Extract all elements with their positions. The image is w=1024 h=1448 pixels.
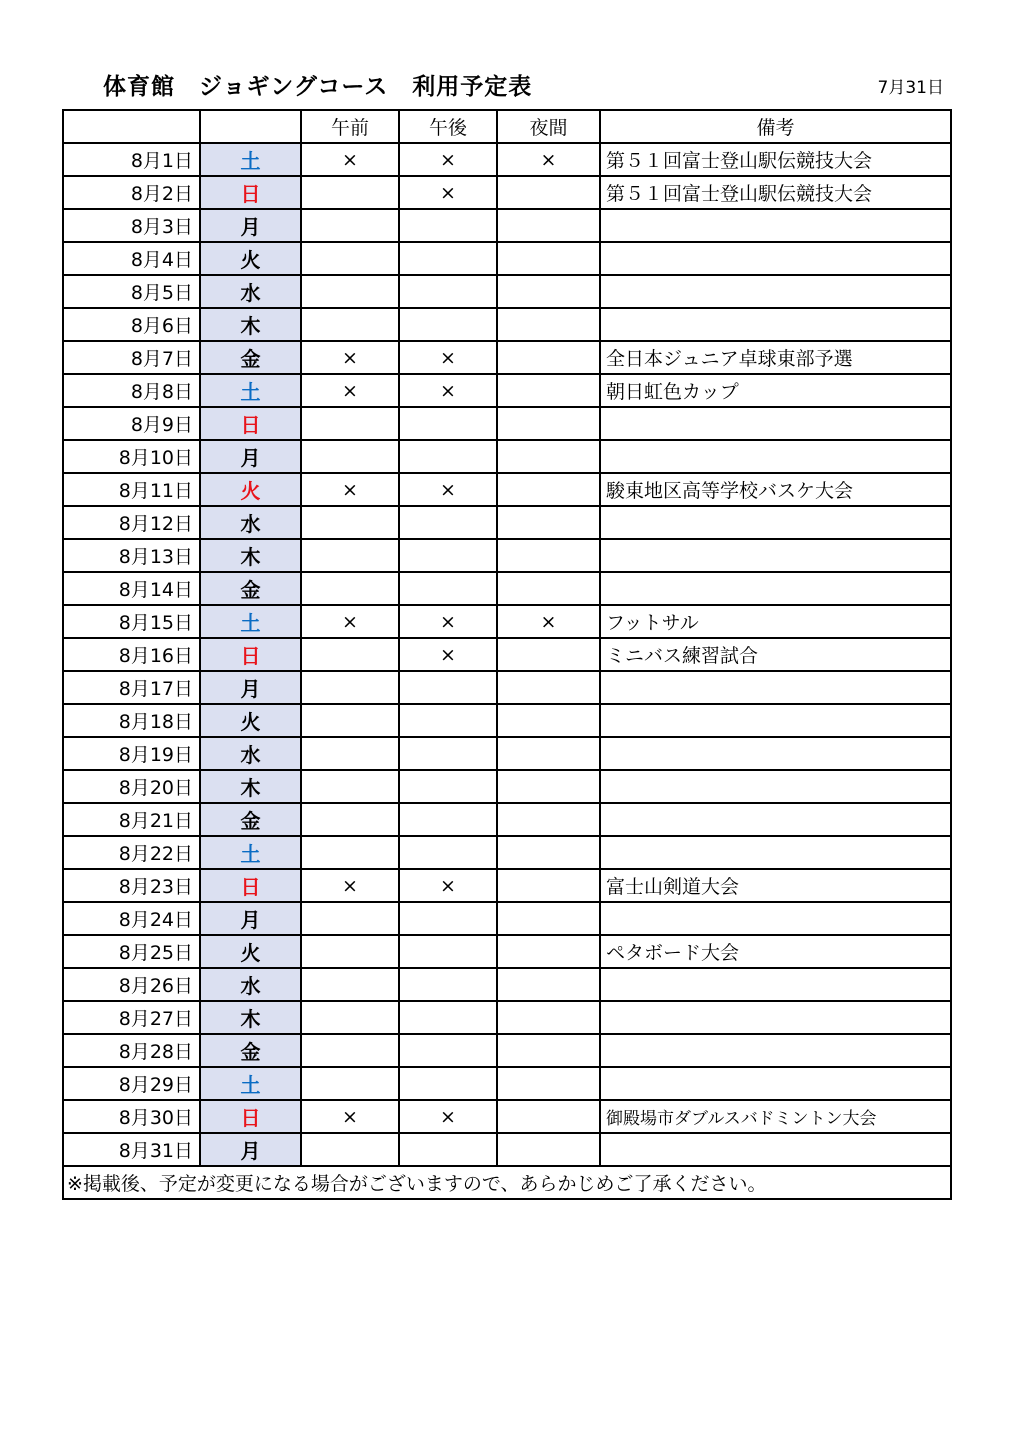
remarks-cell: 第５１回富士登山駅伝競技大会 [600,143,951,176]
date-cell: 8月31日 [63,1133,200,1166]
table-row [63,473,951,506]
morning-cell [301,407,399,440]
afternoon-cell: × [399,341,497,374]
table-row [63,638,951,671]
afternoon-cell: × [399,638,497,671]
header-date [63,110,200,143]
afternoon-cell [399,737,497,770]
morning-cell [301,671,399,704]
weekday-cell: 月 [200,671,301,704]
morning-cell [301,1001,399,1034]
morning-cell [301,242,399,275]
remarks-cell: 御殿場市ダブルスバドミントン大会 [600,1100,951,1133]
morning-cell: × [301,374,399,407]
table-row [63,506,951,539]
weekday-cell: 月 [200,1133,301,1166]
table-row [63,671,951,704]
afternoon-cell [399,671,497,704]
table-row [63,1100,951,1133]
morning-cell: × [301,605,399,638]
date-cell: 8月11日 [63,473,200,506]
weekday-cell: 水 [200,506,301,539]
afternoon-cell [399,275,497,308]
table-row [63,605,951,638]
morning-cell [301,935,399,968]
table-row [63,869,951,902]
morning-cell [301,209,399,242]
afternoon-cell [399,935,497,968]
afternoon-cell [399,1133,497,1166]
weekday-cell: 土 [200,1067,301,1100]
afternoon-cell [399,968,497,1001]
remarks-cell [600,407,951,440]
night-cell [497,374,600,407]
remarks-cell: 第５１回富士登山駅伝競技大会 [600,176,951,209]
remarks-cell [600,671,951,704]
date-cell: 8月9日 [63,407,200,440]
night-cell [497,704,600,737]
morning-cell [301,836,399,869]
morning-cell: × [301,1100,399,1133]
morning-cell [301,737,399,770]
date-cell: 8月12日 [63,506,200,539]
table-row [63,407,951,440]
header-weekday [200,110,301,143]
header-afternoon: 午後 [399,110,497,143]
afternoon-cell: × [399,869,497,902]
night-cell [497,1067,600,1100]
afternoon-cell [399,209,497,242]
date-cell: 8月22日 [63,836,200,869]
afternoon-cell [399,242,497,275]
night-cell [497,572,600,605]
morning-cell [301,968,399,1001]
date-cell: 8月25日 [63,935,200,968]
afternoon-cell [399,506,497,539]
date-cell: 8月10日 [63,440,200,473]
weekday-cell: 金 [200,803,301,836]
night-cell [497,902,600,935]
weekday-cell: 日 [200,176,301,209]
weekday-cell: 木 [200,1001,301,1034]
night-cell [497,275,600,308]
afternoon-cell: × [399,605,497,638]
night-cell [497,803,600,836]
table-row [63,176,951,209]
footnote: ※掲載後、予定が変更になる場合がございますので、あらかじめご了承ください。 [63,1166,951,1199]
header-night: 夜間 [497,110,600,143]
remarks-cell [600,902,951,935]
table-row [63,539,951,572]
date-cell: 8月27日 [63,1001,200,1034]
page-title: 体育館 ジョギングコース 利用予定表 [103,74,533,100]
afternoon-cell [399,704,497,737]
night-cell [497,1133,600,1166]
remarks-cell: 朝日虹色カップ [600,374,951,407]
afternoon-cell: × [399,143,497,176]
table-row [63,374,951,407]
night-cell [497,1100,600,1133]
remarks-cell [600,308,951,341]
night-cell [497,176,600,209]
table-row [63,1067,951,1100]
table-row [63,737,951,770]
date-cell: 8月28日 [63,1034,200,1067]
morning-cell [301,638,399,671]
weekday-cell: 木 [200,770,301,803]
night-cell [497,935,600,968]
remarks-cell [600,209,951,242]
date-cell: 8月18日 [63,704,200,737]
afternoon-cell [399,902,497,935]
table-row [63,572,951,605]
night-cell [497,209,600,242]
night-cell [497,737,600,770]
morning-cell [301,704,399,737]
date-cell: 8月15日 [63,605,200,638]
date-cell: 8月6日 [63,308,200,341]
table-row [63,935,951,968]
morning-cell [301,1067,399,1100]
night-cell: × [497,143,600,176]
remarks-cell [600,704,951,737]
date-cell: 8月30日 [63,1100,200,1133]
weekday-cell: 月 [200,902,301,935]
morning-cell [301,275,399,308]
remarks-cell: 富士山剣道大会 [600,869,951,902]
morning-cell [301,539,399,572]
morning-cell [301,308,399,341]
table-row [63,143,951,176]
weekday-cell: 火 [200,935,301,968]
table-row [63,1034,951,1067]
weekday-cell: 金 [200,572,301,605]
weekday-cell: 土 [200,143,301,176]
remarks-cell [600,1034,951,1067]
remarks-cell: 全日本ジュニア卓球東部予選 [600,341,951,374]
table-row [63,440,951,473]
weekday-cell: 水 [200,275,301,308]
weekday-cell: 土 [200,605,301,638]
weekday-cell: 火 [200,473,301,506]
footnote-row [63,1166,951,1199]
night-cell [497,539,600,572]
remarks-cell: フットサル [600,605,951,638]
remarks-cell [600,506,951,539]
night-cell [497,869,600,902]
remarks-cell [600,968,951,1001]
morning-cell [301,1034,399,1067]
weekday-cell: 日 [200,1100,301,1133]
table-row [63,902,951,935]
weekday-cell: 水 [200,737,301,770]
night-cell [497,836,600,869]
morning-cell [301,770,399,803]
weekday-cell: 月 [200,440,301,473]
header-remarks: 備考 [600,110,951,143]
date-cell: 8月23日 [63,869,200,902]
night-cell [497,671,600,704]
afternoon-cell [399,1001,497,1034]
morning-cell: × [301,869,399,902]
date-cell: 8月8日 [63,374,200,407]
table-row [63,308,951,341]
night-cell [497,770,600,803]
weekday-cell: 金 [200,1034,301,1067]
remarks-cell [600,440,951,473]
weekday-cell: 日 [200,407,301,440]
weekday-cell: 日 [200,638,301,671]
morning-cell: × [301,341,399,374]
afternoon-cell [399,539,497,572]
date-cell: 8月5日 [63,275,200,308]
date-cell: 8月2日 [63,176,200,209]
table-row [63,341,951,374]
remarks-cell [600,836,951,869]
morning-cell [301,803,399,836]
night-cell [497,1034,600,1067]
date-cell: 8月1日 [63,143,200,176]
morning-cell: × [301,473,399,506]
table-row [63,770,951,803]
night-cell [497,1001,600,1034]
remarks-cell: 駿東地区高等学校バスケ大会 [600,473,951,506]
schedule-body [63,143,951,1166]
date-cell: 8月4日 [63,242,200,275]
remarks-cell [600,1067,951,1100]
afternoon-cell [399,308,497,341]
afternoon-cell: × [399,374,497,407]
afternoon-cell: × [399,473,497,506]
remarks-cell [600,539,951,572]
date-cell: 8月14日 [63,572,200,605]
date-cell: 8月7日 [63,341,200,374]
schedule-table [62,109,952,1200]
morning-cell [301,176,399,209]
date-cell: 8月19日 [63,737,200,770]
morning-cell [301,506,399,539]
date-cell: 8月13日 [63,539,200,572]
afternoon-cell [399,836,497,869]
night-cell [497,968,600,1001]
date-cell: 8月26日 [63,968,200,1001]
remarks-cell [600,770,951,803]
afternoon-cell [399,1067,497,1100]
date-cell: 8月16日 [63,638,200,671]
afternoon-cell [399,572,497,605]
weekday-cell: 火 [200,704,301,737]
issue-date: 7月31日 [877,78,944,98]
remarks-cell [600,803,951,836]
remarks-cell: ミニバス練習試合 [600,638,951,671]
morning-cell [301,902,399,935]
weekday-cell: 木 [200,308,301,341]
morning-cell [301,440,399,473]
date-cell: 8月17日 [63,671,200,704]
morning-cell [301,572,399,605]
header-morning: 午前 [301,110,399,143]
table-row [63,1133,951,1166]
weekday-cell: 木 [200,539,301,572]
remarks-cell [600,1001,951,1034]
table-row [63,704,951,737]
afternoon-cell [399,770,497,803]
remarks-cell [600,1133,951,1166]
afternoon-cell [399,440,497,473]
night-cell [497,638,600,671]
afternoon-cell [399,803,497,836]
table-row [63,242,951,275]
afternoon-cell [399,407,497,440]
night-cell [497,242,600,275]
remarks-cell [600,275,951,308]
table-row [63,968,951,1001]
night-cell [497,407,600,440]
remarks-cell [600,572,951,605]
date-cell: 8月20日 [63,770,200,803]
morning-cell [301,1133,399,1166]
table-row [63,275,951,308]
weekday-cell: 月 [200,209,301,242]
afternoon-cell [399,1034,497,1067]
remarks-cell [600,242,951,275]
date-cell: 8月24日 [63,902,200,935]
date-cell: 8月3日 [63,209,200,242]
table-row [63,209,951,242]
afternoon-cell: × [399,1100,497,1133]
night-cell [497,440,600,473]
header-row [63,110,951,143]
afternoon-cell: × [399,176,497,209]
table-row [63,1001,951,1034]
weekday-cell: 日 [200,869,301,902]
weekday-cell: 土 [200,836,301,869]
morning-cell: × [301,143,399,176]
remarks-cell: ペタボード大会 [600,935,951,968]
table-row [63,803,951,836]
weekday-cell: 金 [200,341,301,374]
date-cell: 8月21日 [63,803,200,836]
night-cell [497,341,600,374]
weekday-cell: 火 [200,242,301,275]
weekday-cell: 土 [200,374,301,407]
night-cell: × [497,605,600,638]
night-cell [497,473,600,506]
table-row [63,836,951,869]
remarks-cell [600,737,951,770]
night-cell [497,308,600,341]
night-cell [497,506,600,539]
weekday-cell: 水 [200,968,301,1001]
date-cell: 8月29日 [63,1067,200,1100]
